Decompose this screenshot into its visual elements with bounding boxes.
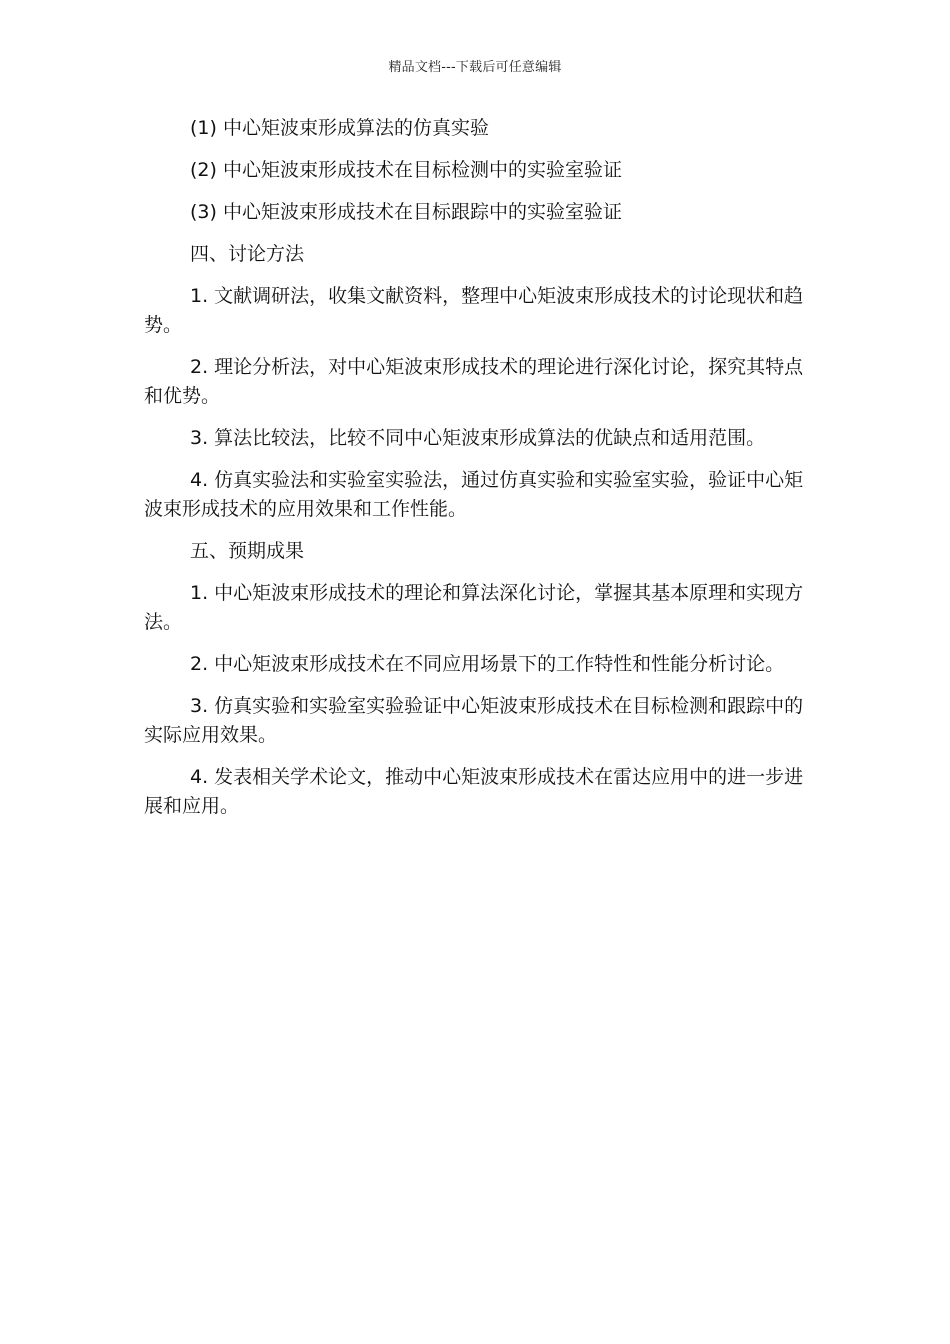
result-experimental-validation: 3. 仿真实验和实验室实验验证中心矩波束形成技术在目标检测和跟踪中的实际应用效果。: [144, 695, 804, 746]
method-algorithm-comparison: 3. 算法比较法，比较不同中心矩波束形成算法的优缺点和适用范围。: [190, 427, 766, 449]
page-header: 精品文档---下载后可任意编辑: [388, 60, 562, 75]
item-simulation-experiment: (1) 中心矩波束形成算法的仿真实验: [190, 117, 489, 139]
result-performance-analysis: 2. 中心矩波束形成技术在不同应用场景下的工作特性和性能分析讨论。: [190, 653, 785, 675]
method-literature-review: 1. 文献调研法，收集文献资料，整理中心矩波束形成技术的讨论现状和趋势。: [144, 285, 804, 336]
document-body: [144, 114, 804, 834]
method-theoretical-analysis: 2. 理论分析法，对中心矩波束形成技术的理论进行深化讨论，探究其特点和优势。: [144, 356, 804, 407]
method-experiments: 4. 仿真实验法和实验室实验法，通过仿真实验和实验室实验，验证中心矩波束形成技术的应用效果和工作性能。: [144, 469, 804, 520]
section-heading-methods: 四、讨论方法: [190, 243, 305, 265]
result-publications: 4. 发表相关学术论文，推动中心矩波束形成技术在雷达应用中的进一步进展和应用。: [144, 766, 804, 817]
item-detection-lab-validation: (2) 中心矩波束形成技术在目标检测中的实验室验证: [190, 159, 622, 181]
result-theory-algorithm: 1. 中心矩波束形成技术的理论和算法深化讨论，掌握其基本原理和实现方法。: [144, 582, 804, 633]
section-heading-expected-results: 五、预期成果: [190, 540, 305, 562]
item-tracking-lab-validation: (3) 中心矩波束形成技术在目标跟踪中的实验室验证: [190, 201, 622, 223]
